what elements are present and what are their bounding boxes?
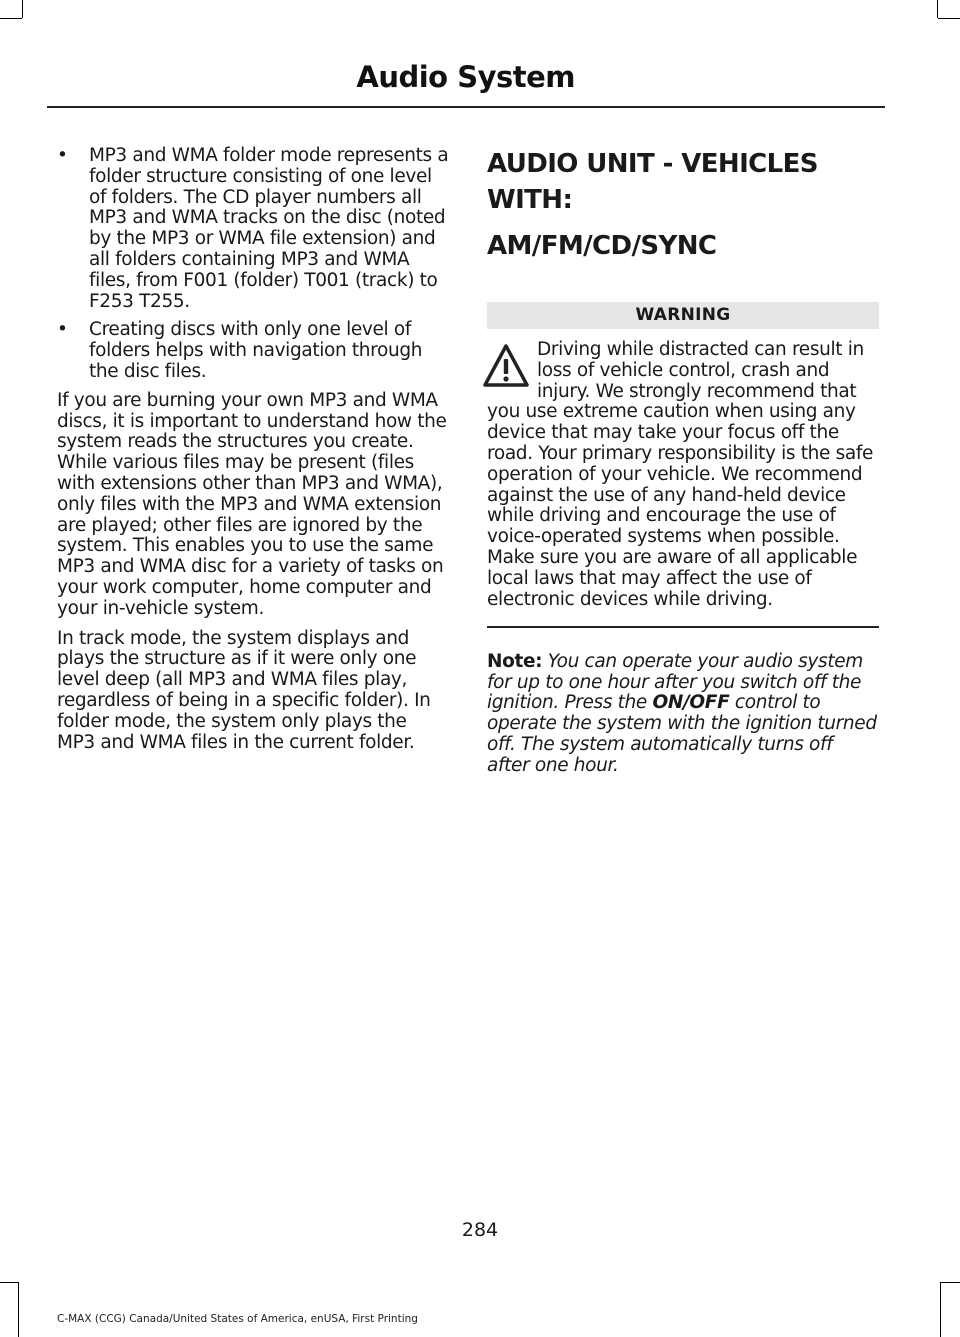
crop-mark <box>940 1282 960 1283</box>
crop-mark <box>937 0 938 18</box>
body-paragraph: If you are burning your own MP3 and WMA discs, it is important to understand how the system reads the structures you create. While various files may be present (files with extensions other than MP3 and WMA), only files with the MP3 and WMA extension are played; other files are ignored by the system. This enables you to use the same MP3 and WMA disc for a variety of tasks on your work computer, home computer and your in-vehicle system. <box>57 389 447 619</box>
on-off-control-label: ON/OFF <box>652 692 730 714</box>
left-column <box>57 146 449 762</box>
crop-mark <box>0 1282 18 1283</box>
bullet-icon: • <box>57 319 68 341</box>
footer-text: C-MAX (CCG) Canada/United States of America, enUSA, First Printing <box>57 1313 418 1325</box>
list-item-text: Creating discs with only one level of folders helps with navigation through the disc files. <box>89 319 423 382</box>
section-heading: AUDIO UNIT - VEHICLES WITH: <box>487 149 818 215</box>
list-item-text: MP3 and WMA folder mode represents a folder structure consisting of one level of folders. The CD player numbers all MP3 and WMA tracks on the disc (noted by the MP3 or WMA file extension) and all folders containing MP3 and WMA files, from F001 (folder) T001 (track) to F253 T255. <box>89 145 449 312</box>
bullet-icon: • <box>57 145 68 166</box>
header-divider <box>47 106 885 108</box>
note-paragraph <box>487 652 879 777</box>
body-paragraph: In track mode, the system displays and plays the structure as if it were only one level deep (all MP3 and WMA files play, regardless of being in a specific folder). In folder mode, the system only plays the MP3 and WMA files in the current folder. <box>57 627 431 753</box>
page-number: 284 <box>461 1219 499 1241</box>
crop-mark <box>0 18 22 19</box>
page-title: Audio System <box>356 60 575 94</box>
warning-text: Driving while distracted can result in loss of vehicle control, crash and injury. We strongly recommend that you use extreme caution when using any device that may take your focus off the road. Your primary responsibility is the safe operation of your vehicle. We recommend against the use of any hand-held device while driving and encourage the use of voice-operated systems when possible. Make sure you are aware of all applicable local laws that may affect the use of electronic devices while driving. <box>487 339 874 610</box>
warning-triangle-icon <box>481 340 531 392</box>
note-text: control to operate the system with the ignition turned off. The system automatically turns off after one hour. <box>487 692 877 776</box>
list-item <box>57 320 449 382</box>
crop-mark <box>22 0 23 18</box>
warning-header: WARNING <box>487 302 879 329</box>
section-heading-line2: AM/FM/CD/SYNC <box>487 231 717 261</box>
crop-mark <box>938 18 960 19</box>
warning-body <box>487 340 879 610</box>
crop-mark <box>940 1282 941 1337</box>
warning-divider <box>487 626 879 628</box>
right-column <box>487 146 879 777</box>
note-label: Note: <box>487 650 543 672</box>
list-item <box>57 146 449 312</box>
note-text: You can operate your audio system for up to one hour after you switch off the ignition. Press the <box>487 650 863 714</box>
crop-mark <box>18 1282 19 1337</box>
